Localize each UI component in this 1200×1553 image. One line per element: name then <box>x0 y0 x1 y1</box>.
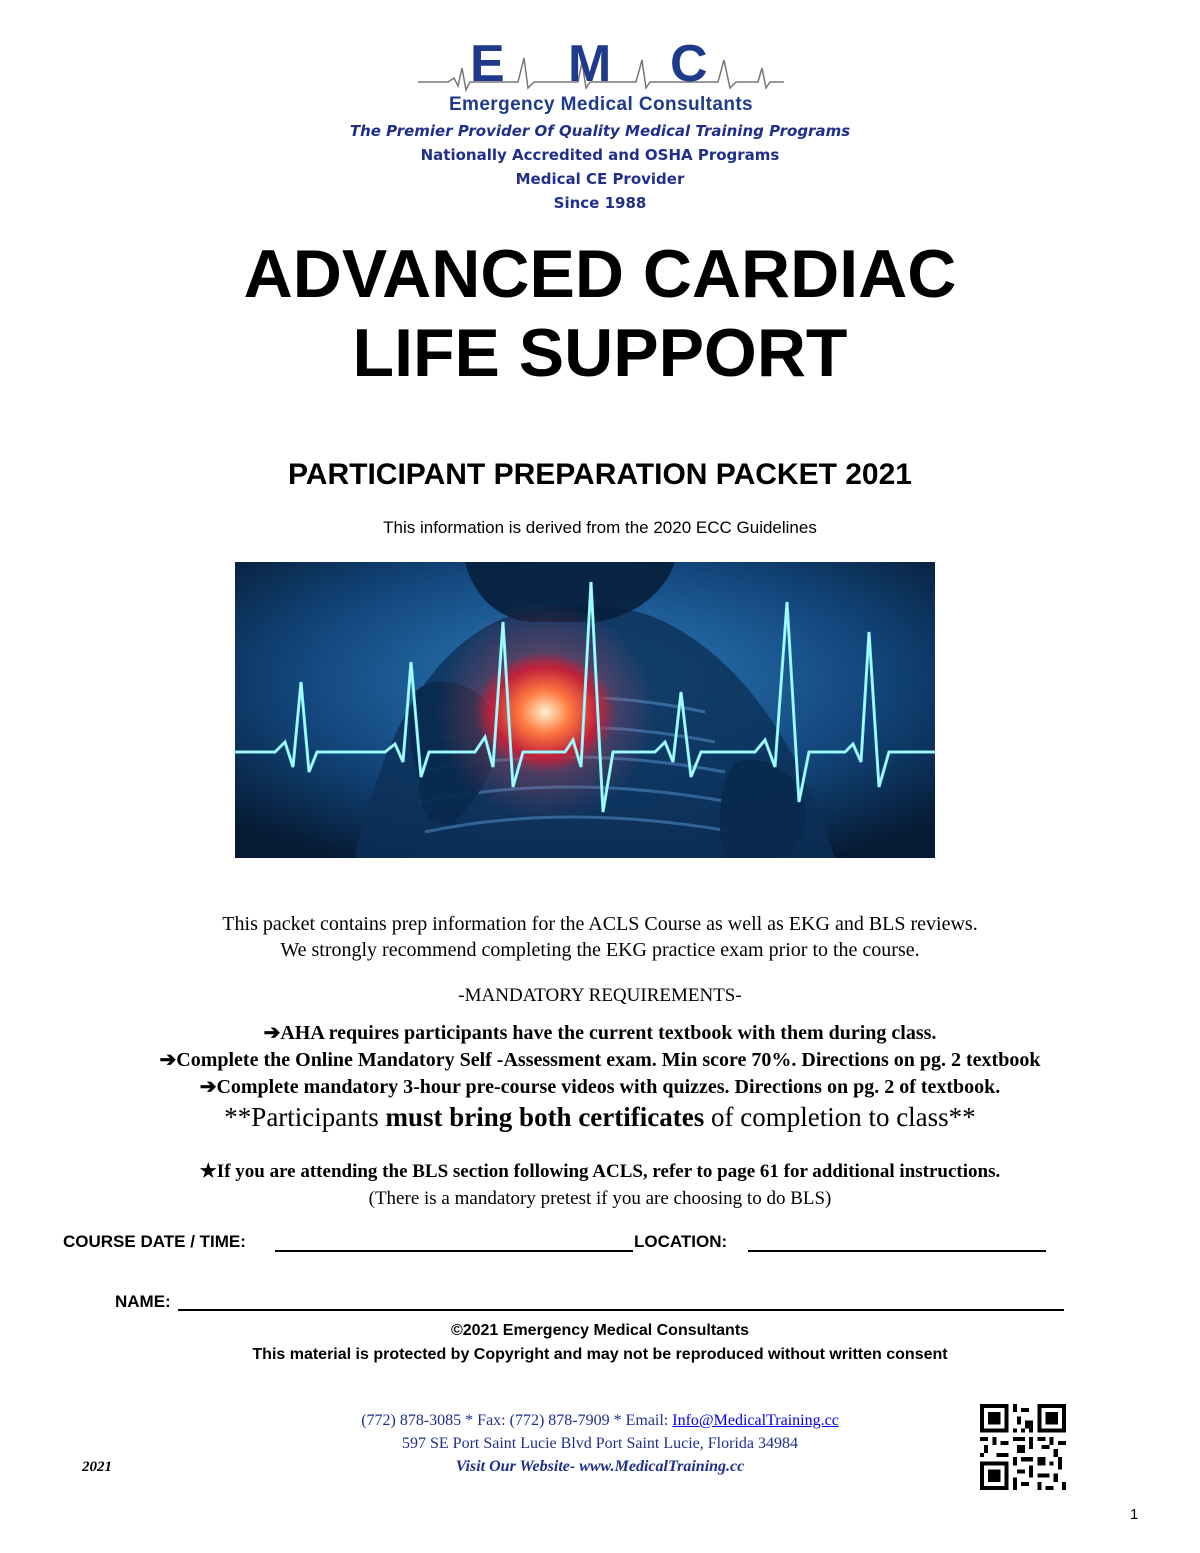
location-label: LOCATION: <box>634 1232 728 1251</box>
mandatory-heading: -MANDATORY REQUIREMENTS- <box>458 985 742 1006</box>
logo-letters <box>418 35 784 94</box>
bls-pretest-note: (There is a mandatory pretest if you are choosing to do BLS) <box>368 1188 832 1209</box>
packet-title: PARTICIPANT PREPARATION PACKET 2021 <box>288 458 912 491</box>
requirement-item: ➔AHA requires participants have the current textbook with them during class. <box>263 1022 937 1044</box>
logo-company-name: Emergency Medical Consultants <box>448 94 754 115</box>
logo-m: M <box>568 35 612 93</box>
intro-line-2: We strongly recommend completing the EKG practice exam prior to the course. <box>280 939 920 961</box>
title-line-2: LIFE SUPPORT <box>352 315 848 391</box>
certificates-note-suffix: of completion to class** <box>704 1102 976 1132</box>
logo-e: E <box>470 35 505 93</box>
address-line: 597 SE Port Saint Lucie Blvd Port Saint Lucie, Florida 34984 <box>402 1435 798 1452</box>
name-field[interactable] <box>178 1309 1064 1311</box>
qr-code-icon[interactable] <box>980 1404 1066 1490</box>
requirement-item: ➔Complete the Online Mandatory Self -Assessment exam. Min score 70%. Directions on pg. 2 textbook <box>159 1049 1041 1071</box>
certificates-note-prefix: **Participants <box>224 1102 386 1132</box>
location-field[interactable] <box>748 1250 1046 1252</box>
website-line[interactable]: Visit Our Website- www.MedicalTraining.cc <box>455 1458 745 1475</box>
requirement-item: ➔Complete mandatory 3-hour pre-course videos with quizzes. Directions on pg. 2 of textbook. <box>199 1076 1001 1098</box>
ce-provider-line: Medical CE Provider <box>515 170 685 188</box>
email-link[interactable]: Info@MedicalTraining.cc <box>672 1412 839 1429</box>
heart-attack-illustration <box>235 562 935 858</box>
course-date-label: COURSE DATE / TIME: <box>63 1232 246 1251</box>
copyright-notice: This material is protected by Copyright and may not be reproduced without written consent <box>252 1346 948 1363</box>
page-number: 1 <box>1130 1506 1139 1523</box>
since-line: Since 1988 <box>553 194 647 212</box>
accredited-line: Nationally Accredited and OSHA Programs <box>420 146 780 164</box>
certificates-note <box>0 1102 1200 1133</box>
course-date-field[interactable] <box>275 1250 633 1252</box>
tagline: The Premier Provider Of Quality Medical Training Programs <box>349 122 851 140</box>
logo-c: C <box>670 35 708 93</box>
emc-logo <box>418 35 784 120</box>
footer-year: 2021 <box>82 1459 112 1475</box>
contact-phone-fax: (772) 878-3085 * Fax: (772) 878-7909 * Email: <box>361 1412 673 1429</box>
name-label: NAME: <box>115 1292 171 1311</box>
bls-note: ★If you are attending the BLS section following ACLS, refer to page 61 for additional instructions. <box>199 1161 1001 1182</box>
intro-line-1: This packet contains prep information for the ACLS Course as well as EKG and BLS reviews. <box>222 913 978 935</box>
copyright-line: ©2021 Emergency Medical Consultants <box>450 1322 750 1339</box>
certificates-note-bold: must bring both certificates <box>385 1102 705 1132</box>
derived-note: This information is derived from the 2020 ECC Guidelines <box>383 518 817 537</box>
title-line-1: ADVANCED CARDIAC <box>243 236 957 312</box>
